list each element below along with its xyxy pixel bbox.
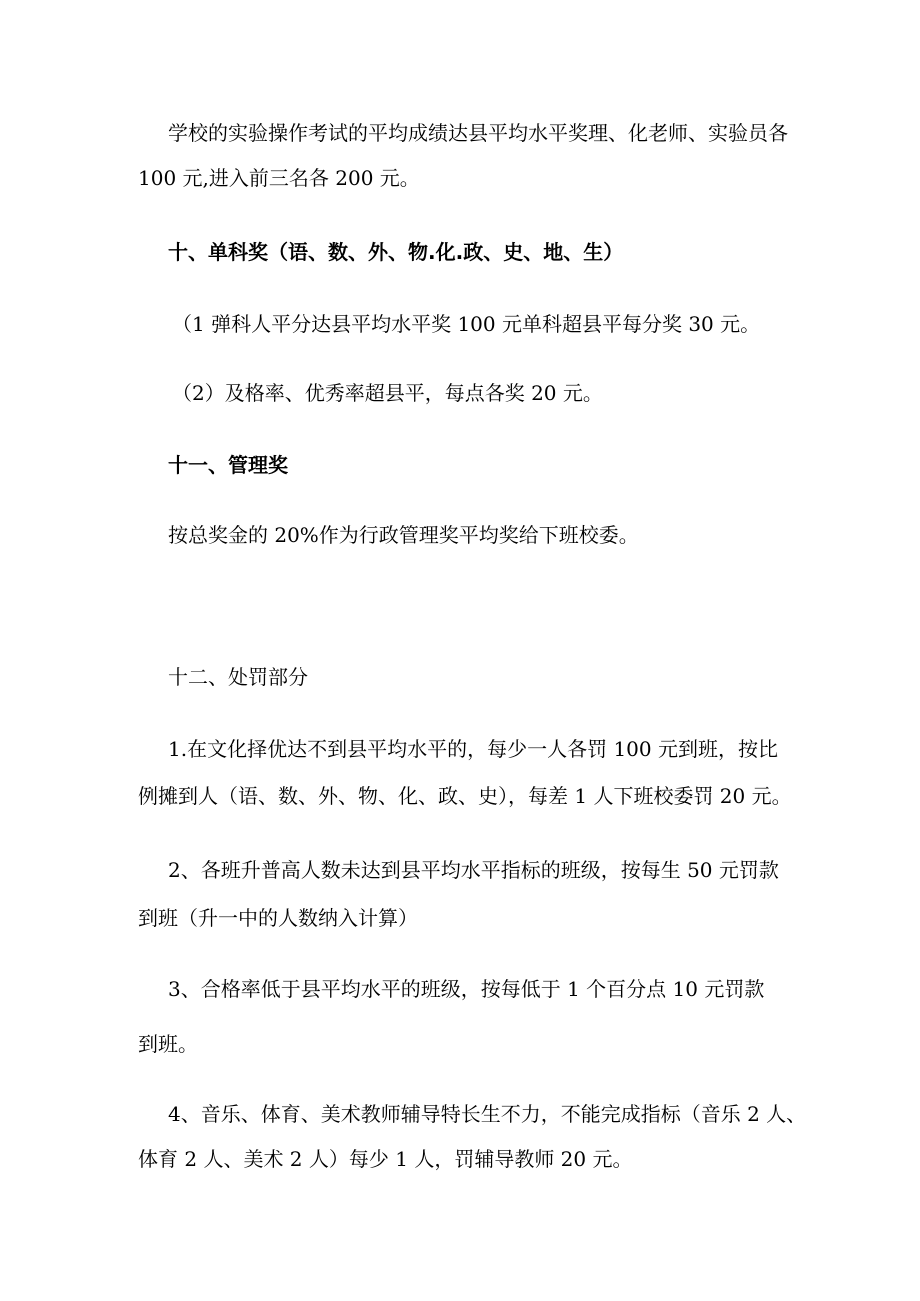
section-11-heading: 十一、管理奖 [168, 453, 288, 477]
lab-award-line-2: 100 元,进入前三名各 200 元。 [138, 166, 420, 190]
penalty-3-line-2: 到班。 [138, 1032, 198, 1056]
lab-award-line-1: 学校的实验操作考试的平均成绩达县平均水平奖理、化老师、实验员各 [168, 121, 788, 145]
penalty-1-line-1: 1.在文化择优达不到县平均水平的，每少一人各罚 100 元到班，按比 [168, 737, 778, 761]
section-10-item-2: （2）及格率、优秀率超县平，每点各奖 20 元。 [172, 381, 603, 405]
penalty-3-line-1: 3、合格率低于县平均水平的班级，按每低于 1 个百分点 10 元罚款 [168, 977, 765, 1001]
penalty-4-line-1: 4、音乐、体育、美术教师辅导特长生不力，不能完成指标（音乐 2 人、 [168, 1102, 807, 1126]
penalty-2-line-1: 2、各班升普高人数未达到县平均水平指标的班级，按每生 50 元罚款 [168, 858, 779, 882]
penalty-2-line-2: 到班（升一中的人数纳入计算） [138, 906, 418, 930]
section-10-item-1: （1 弹科人平分达县平均水平奖 100 元单科超县平每分奖 30 元。 [172, 312, 761, 336]
section-10-heading: 十、单科奖（语、数、外、物.化.政、史、地、生） [168, 240, 624, 264]
penalty-4-line-2: 体育 2 人、美术 2 人）每少 1 人，罚辅导教师 20 元。 [138, 1147, 633, 1171]
section-11-body: 按总奖金的 20%作为行政管理奖平均奖给下班校委。 [168, 523, 639, 547]
penalty-1-line-2: 例摊到人（语、数、外、物、化、政、史），每差 1 人下班校委罚 20 元。 [138, 784, 792, 808]
section-12-heading: 十二、处罚部分 [168, 665, 308, 689]
